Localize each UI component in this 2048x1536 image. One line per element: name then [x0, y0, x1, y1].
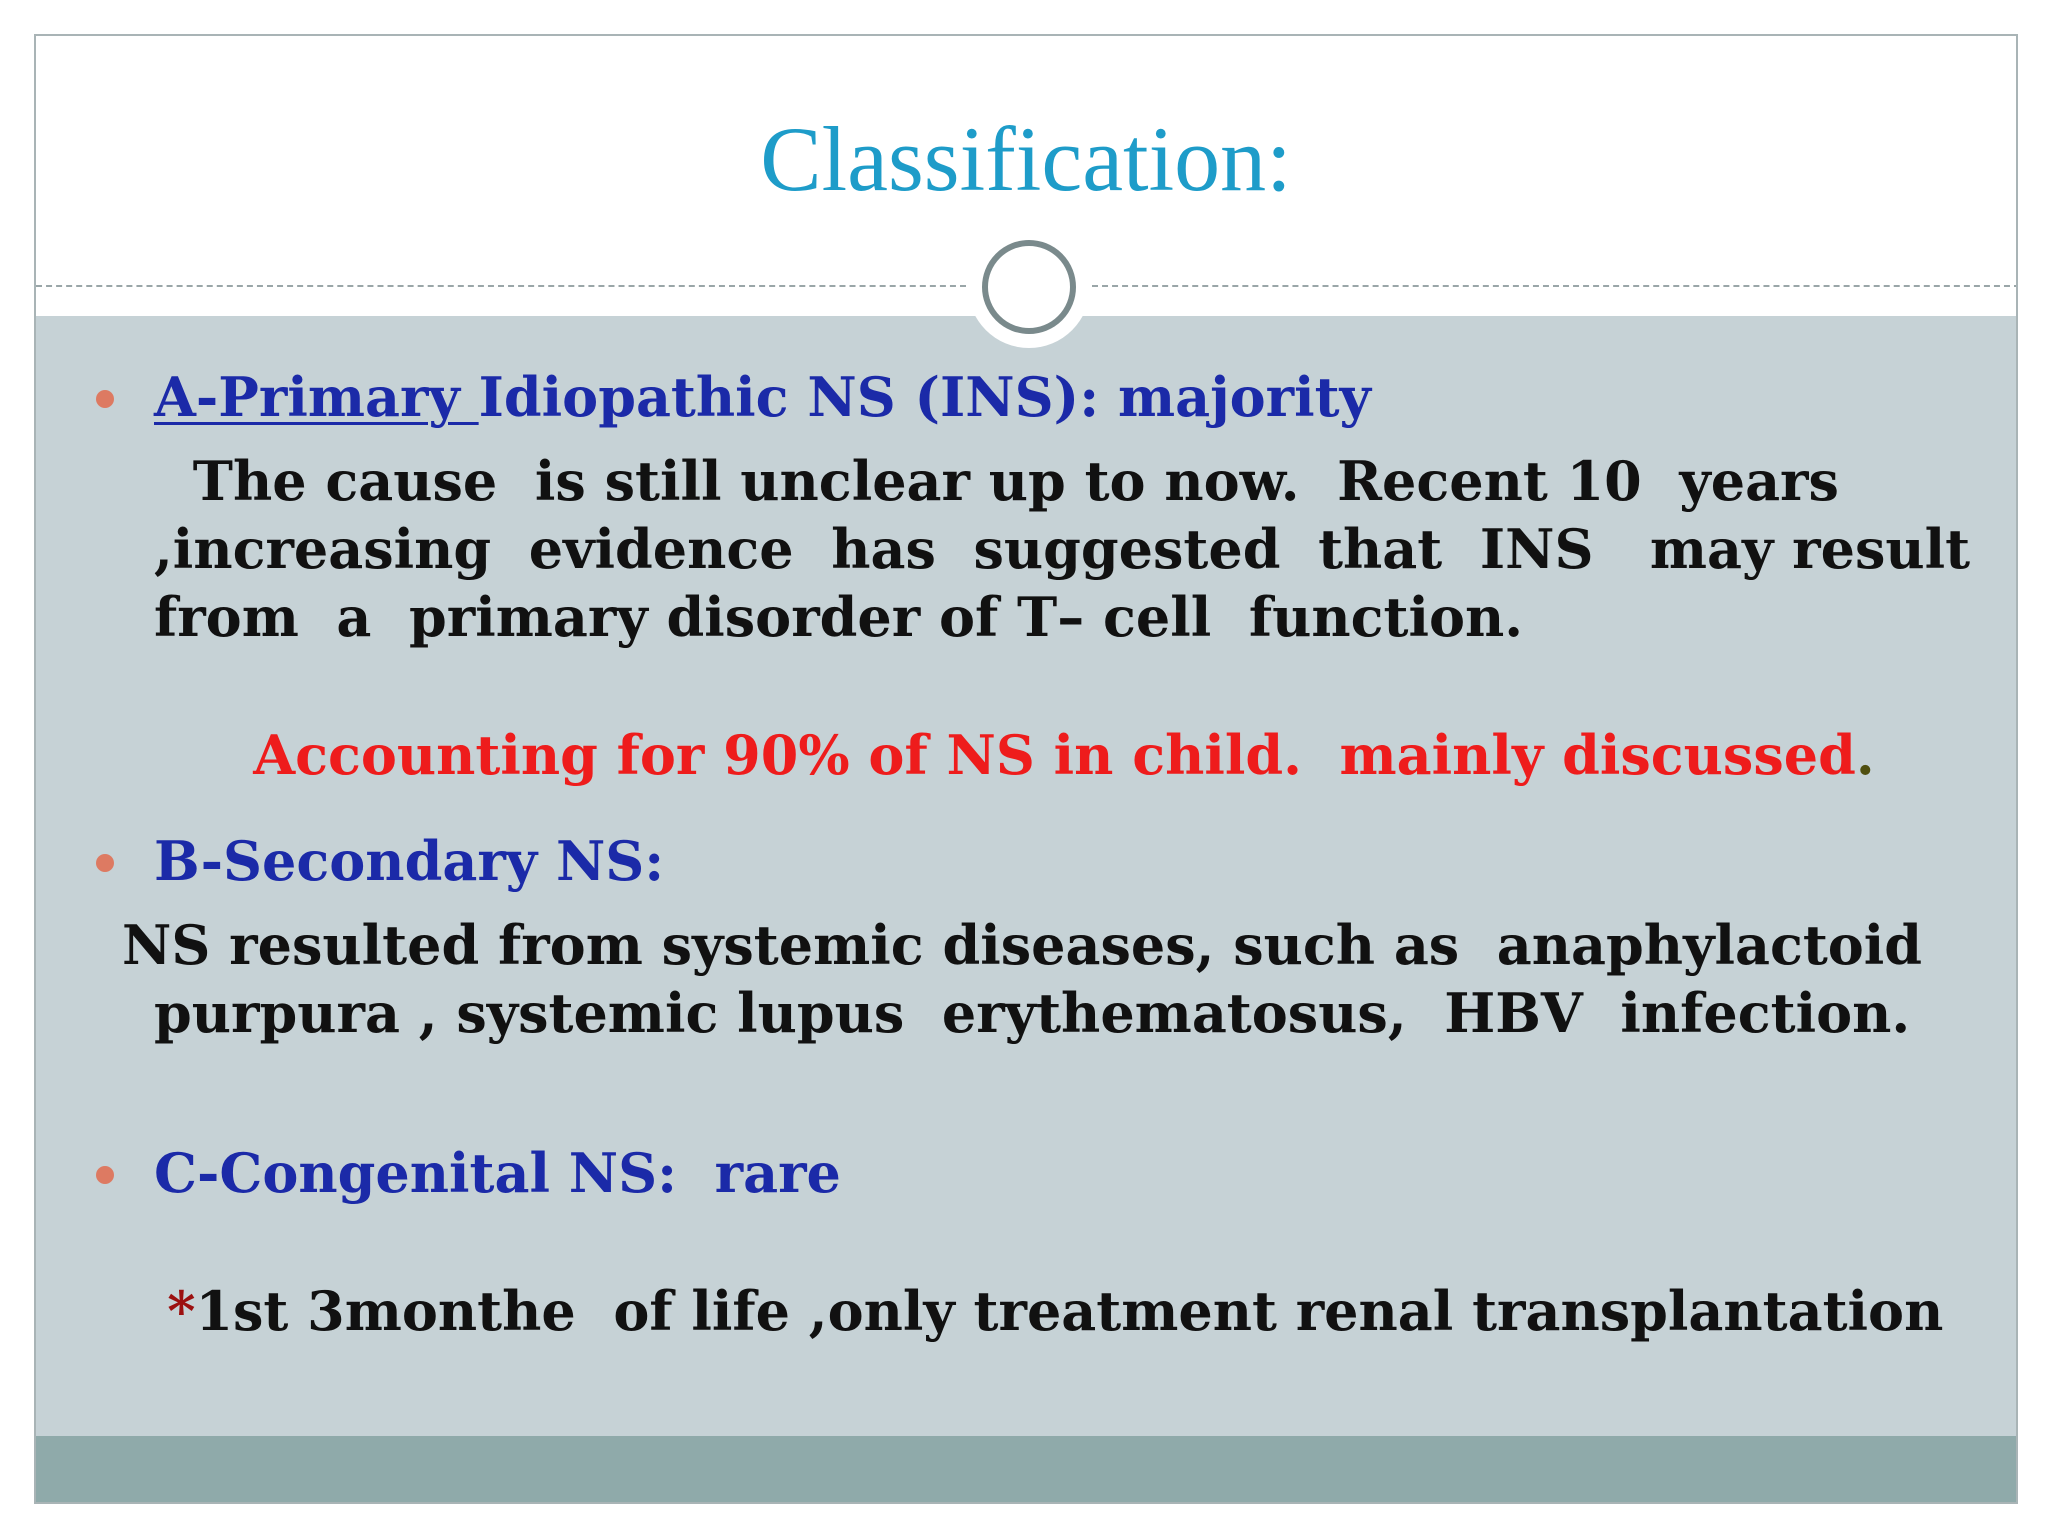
slide [34, 34, 2018, 1504]
congenital-note-star: * [167, 1279, 196, 1343]
title-divider-left [36, 285, 966, 287]
bullet-secondary [96, 854, 114, 872]
primary-highlight [178, 674, 1875, 836]
title-divider-right [1092, 285, 2018, 287]
primary-highlight-text: Accounting for 90% of NS in child. mainly discussed [253, 723, 1856, 787]
primary-body-line-2: ,increasing evidence has suggested that INS may result [154, 517, 1971, 581]
bullet-congenital [96, 1166, 114, 1184]
congenital-heading: C-Congenital NS: rare [154, 1141, 841, 1205]
primary-heading-rest: Idiopathic NS (INS): majority [478, 365, 1371, 429]
slide-title: Classification: [760, 108, 1292, 210]
bullet-primary [96, 390, 114, 408]
footer-band [36, 1436, 2016, 1504]
secondary-heading: B-Secondary NS: [154, 829, 665, 893]
primary-heading-underlined: A-Primary [154, 365, 479, 429]
secondary-body-line-1: NS resulted from systemic diseases, such as anaphylactoid [122, 913, 1923, 977]
primary-highlight-period: . [1855, 723, 1875, 787]
primary-heading [154, 365, 1371, 429]
congenital-note [92, 1230, 1943, 1392]
primary-body-line-3: from a primary disorder of T– cell function. [154, 585, 1524, 649]
primary-body-line-1: The cause is still unclear up to now. Recent 10 years [174, 449, 1839, 513]
congenital-note-text: 1st 3monthe of life ,only treatment renal transplantation [195, 1279, 1944, 1343]
circle-ornament-icon [968, 226, 1090, 348]
secondary-body-line-2: purpura , systemic lupus erythematosus, HBV infection. [154, 981, 1911, 1045]
ornament-ring-inner [990, 248, 1068, 326]
